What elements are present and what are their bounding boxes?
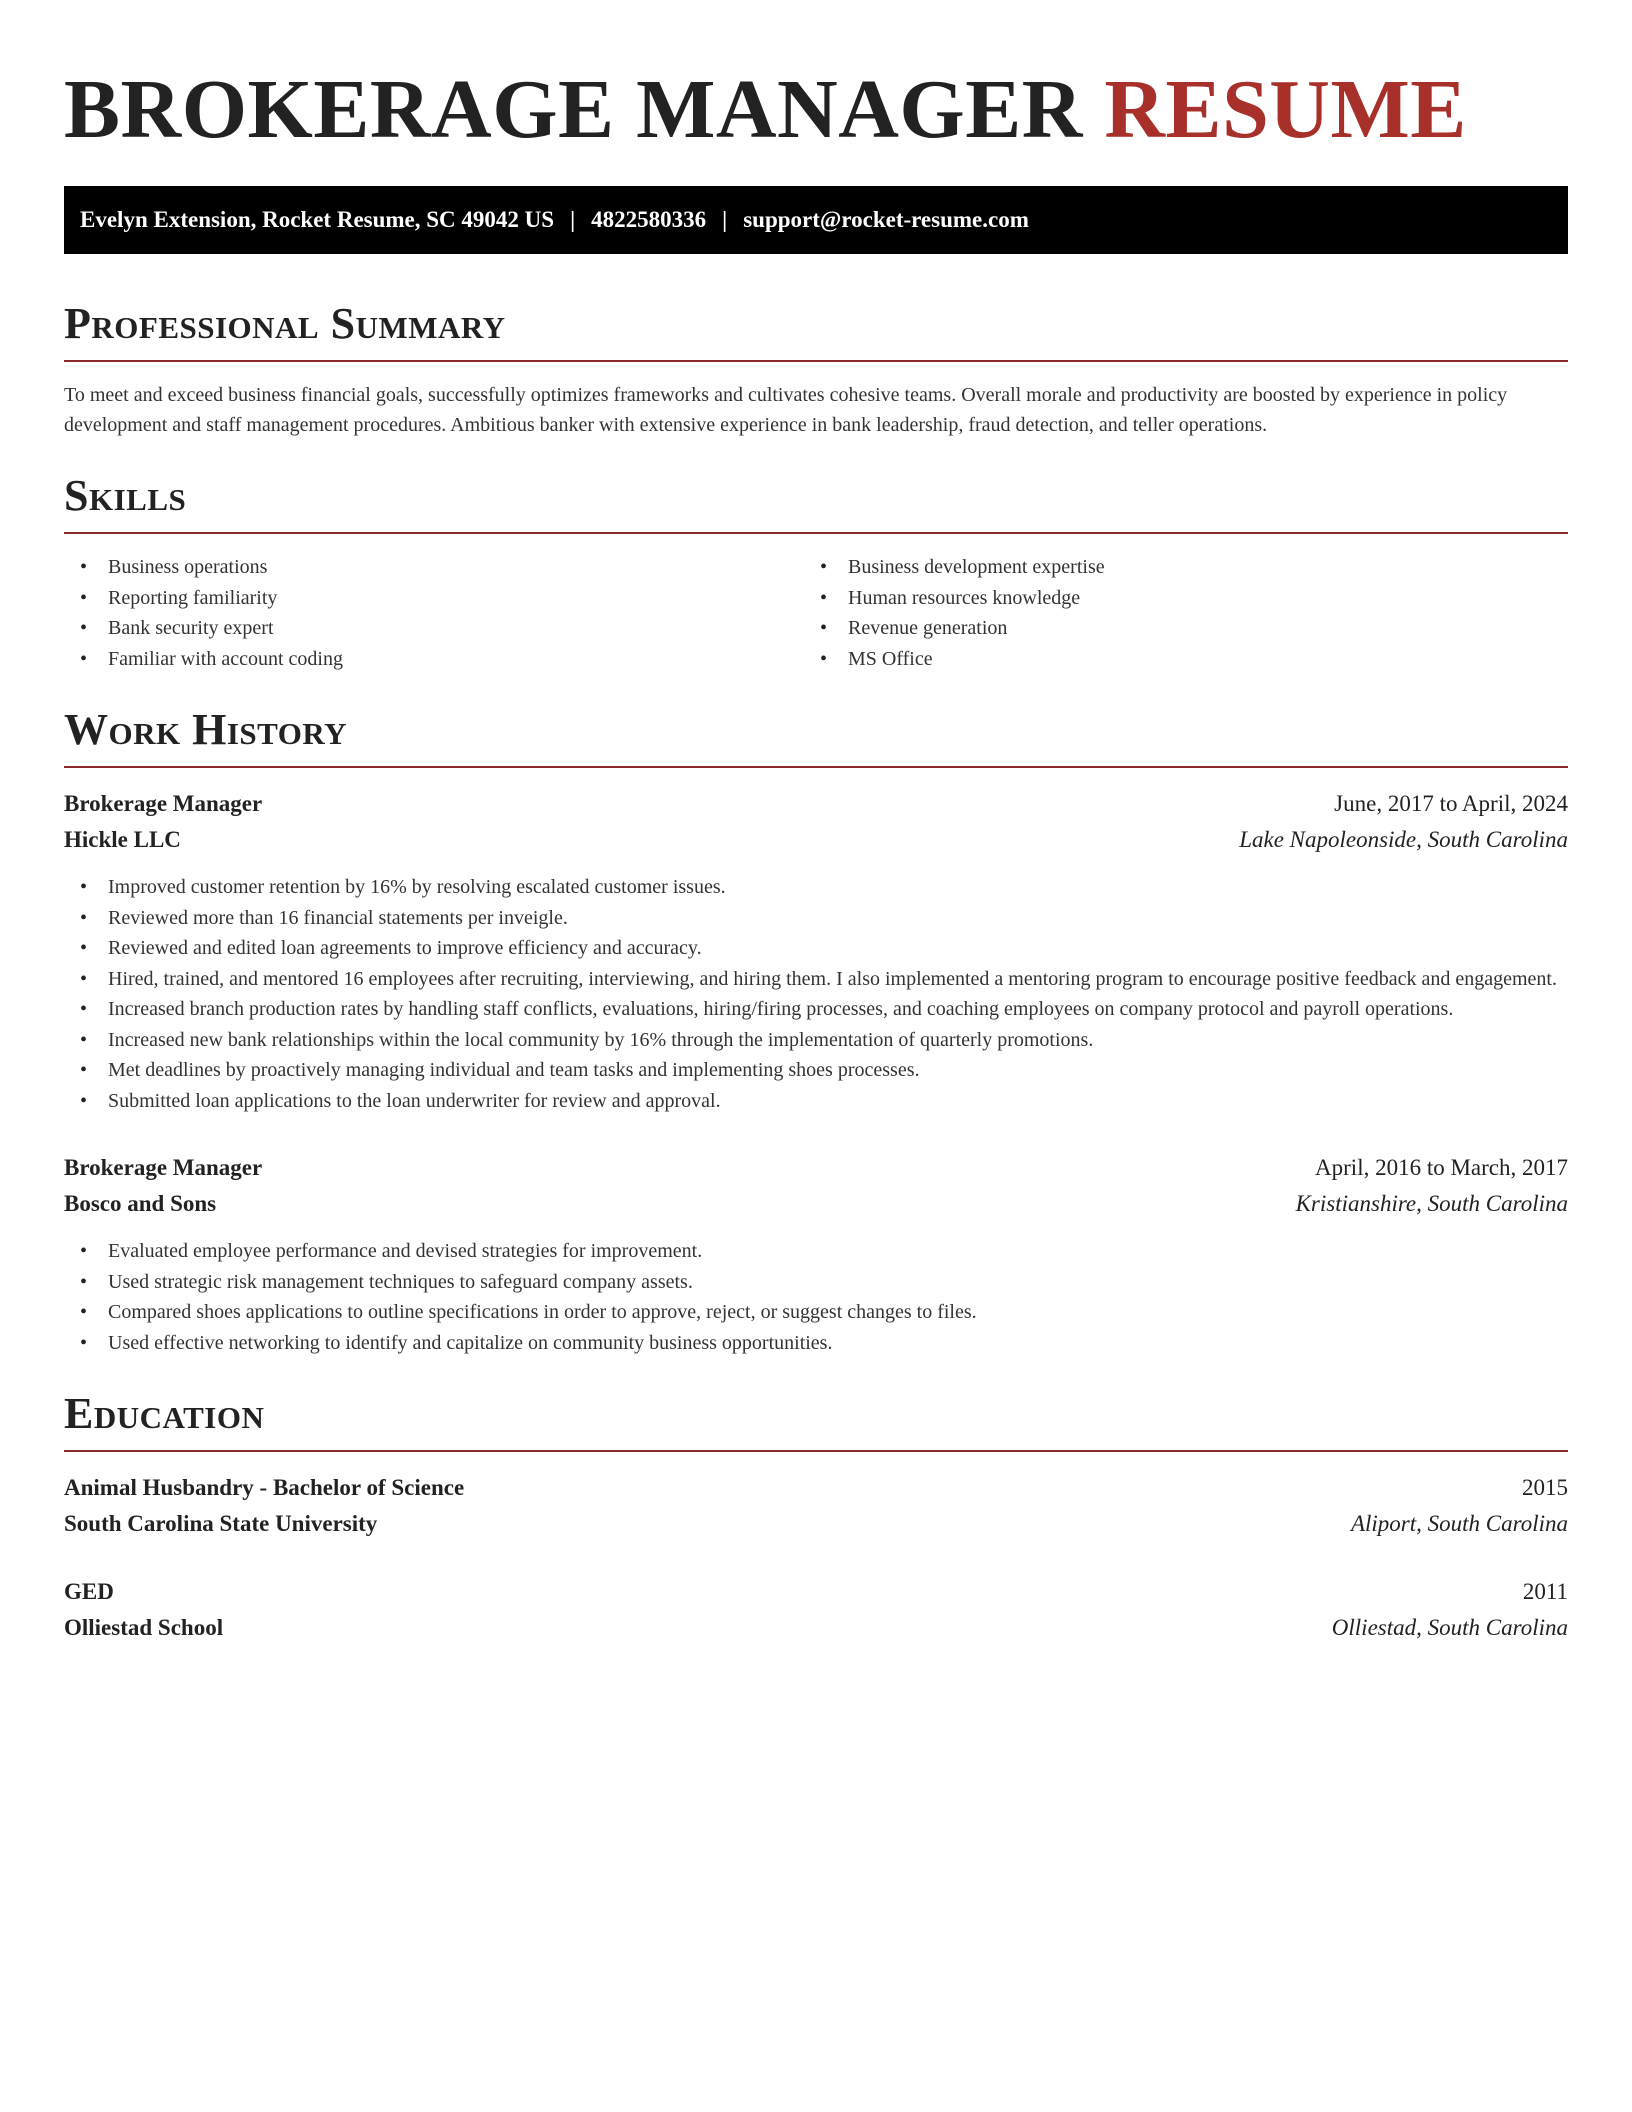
job-location: Lake Napoleonside, South Carolina bbox=[1239, 827, 1568, 852]
education-degree: Animal Husbandry - Bachelor of Science bbox=[64, 1475, 465, 1500]
education-location: Olliestad, South Carolina bbox=[1331, 1615, 1568, 1640]
education-section bbox=[64, 1389, 1568, 1646]
job-location: Kristianshire, South Carolina bbox=[1295, 1191, 1568, 1216]
job-bullet: • Evaluated employee performance and devised strategies for improvement. bbox=[64, 1236, 1568, 1267]
job-title: Brokerage Manager bbox=[64, 791, 263, 816]
job-bullet: • Used strategic risk management techniques to safeguard company assets. bbox=[64, 1267, 1568, 1298]
resume-title bbox=[64, 63, 1568, 156]
job-entry bbox=[64, 786, 1568, 1116]
contact-address: Evelyn Extension, Rocket Resume, SC 49042 US bbox=[80, 207, 555, 232]
education-heading: Education bbox=[64, 1392, 1568, 1452]
job-header-row bbox=[64, 1150, 1568, 1186]
job-bullets bbox=[64, 1236, 1568, 1358]
education-year: 2015 bbox=[1522, 1475, 1568, 1500]
job-title: Brokerage Manager bbox=[64, 1155, 263, 1180]
job-header-row bbox=[64, 786, 1568, 822]
skill-item: • Bank security expert bbox=[64, 613, 804, 644]
skills-section bbox=[64, 471, 1568, 674]
title-main: BROKERAGE MANAGER bbox=[64, 63, 1083, 156]
job-bullet: • Met deadlines by proactively managing individual and team tasks and implementing shoes processes. bbox=[64, 1055, 1568, 1086]
skill-item: • Reporting familiarity bbox=[64, 583, 804, 614]
education-school-row bbox=[64, 1506, 1568, 1542]
contact-phone: 4822580336 bbox=[591, 207, 707, 232]
skills-grid bbox=[64, 552, 1568, 674]
job-company-row bbox=[64, 822, 1568, 858]
education-entry bbox=[64, 1574, 1568, 1646]
contact-bar bbox=[64, 186, 1568, 254]
education-entry bbox=[64, 1470, 1568, 1542]
summary-heading: Professional Summary bbox=[64, 302, 1568, 362]
skills-heading: Skills bbox=[64, 474, 1568, 534]
skills-right-column bbox=[804, 552, 1544, 674]
job-company: Bosco and Sons bbox=[64, 1191, 217, 1216]
contact-separator: | bbox=[570, 207, 576, 232]
job-bullet: • Improved customer retention by 16% by resolving escalated customer issues. bbox=[64, 872, 1568, 903]
skill-item: • Familiar with account coding bbox=[64, 644, 804, 675]
education-degree-row bbox=[64, 1470, 1568, 1506]
skill-item: • MS Office bbox=[804, 644, 1544, 675]
title-accent: RESUME bbox=[1104, 63, 1467, 156]
job-bullet: • Used effective networking to identify and capitalize on community business opportunities. bbox=[64, 1328, 1568, 1359]
work-history-heading: Work History bbox=[64, 708, 1568, 768]
education-school: Olliestad School bbox=[64, 1615, 224, 1640]
contact-email: support@rocket-resume.com bbox=[743, 207, 1029, 232]
job-bullet: • Increased branch production rates by handling staff conflicts, evaluations, hiring/firing processes, and coaching employees on company protocol and payroll operations. bbox=[64, 994, 1568, 1025]
job-entry bbox=[64, 1150, 1568, 1358]
skill-item: • Human resources knowledge bbox=[804, 583, 1544, 614]
job-dates: April, 2016 to March, 2017 bbox=[1315, 1155, 1568, 1180]
job-bullet: • Reviewed and edited loan agreements to improve efficiency and accuracy. bbox=[64, 933, 1568, 964]
education-degree-row bbox=[64, 1574, 1568, 1610]
job-bullet: • Submitted loan applications to the loan underwriter for review and approval. bbox=[64, 1086, 1568, 1117]
skill-item: • Business operations bbox=[64, 552, 804, 583]
job-bullet: • Reviewed more than 16 financial statements per inveigle. bbox=[64, 903, 1568, 934]
skills-left-column bbox=[64, 552, 804, 674]
education-school: South Carolina State University bbox=[64, 1511, 378, 1536]
job-bullet: • Increased new bank relationships within the local community by 16% through the implementation of quarterly promotions. bbox=[64, 1025, 1568, 1056]
education-location: Aliport, South Carolina bbox=[1350, 1511, 1568, 1536]
summary-section bbox=[64, 299, 1568, 440]
contact-separator: | bbox=[722, 207, 728, 232]
job-bullet: • Compared shoes applications to outline specifications in order to approve, reject, or suggest changes to files. bbox=[64, 1297, 1568, 1328]
work-history-section bbox=[64, 705, 1568, 1358]
job-bullet: • Hired, trained, and mentored 16 employees after recruiting, interviewing, and hiring them. I also implemented a mentoring program to encourage positive feedback and engagement. bbox=[64, 964, 1568, 995]
job-company: Hickle LLC bbox=[64, 827, 181, 852]
education-school-row bbox=[64, 1610, 1568, 1646]
resume-page bbox=[64, 56, 1568, 1646]
job-dates: June, 2017 to April, 2024 bbox=[1334, 791, 1568, 816]
job-bullets bbox=[64, 872, 1568, 1116]
skill-item: • Business development expertise bbox=[804, 552, 1544, 583]
education-degree: GED bbox=[64, 1579, 114, 1604]
job-company-row bbox=[64, 1186, 1568, 1222]
education-year: 2011 bbox=[1522, 1579, 1568, 1604]
summary-text: To meet and exceed business financial goals, successfully optimizes frameworks and cultivates cohesive teams. Overall morale and productivity are boosted by experience in policy development and staff management procedures. Ambitious banker with extensive experience in bank leadership, fraud detection, and teller operations. bbox=[64, 384, 1508, 436]
skill-item: • Revenue generation bbox=[804, 613, 1544, 644]
